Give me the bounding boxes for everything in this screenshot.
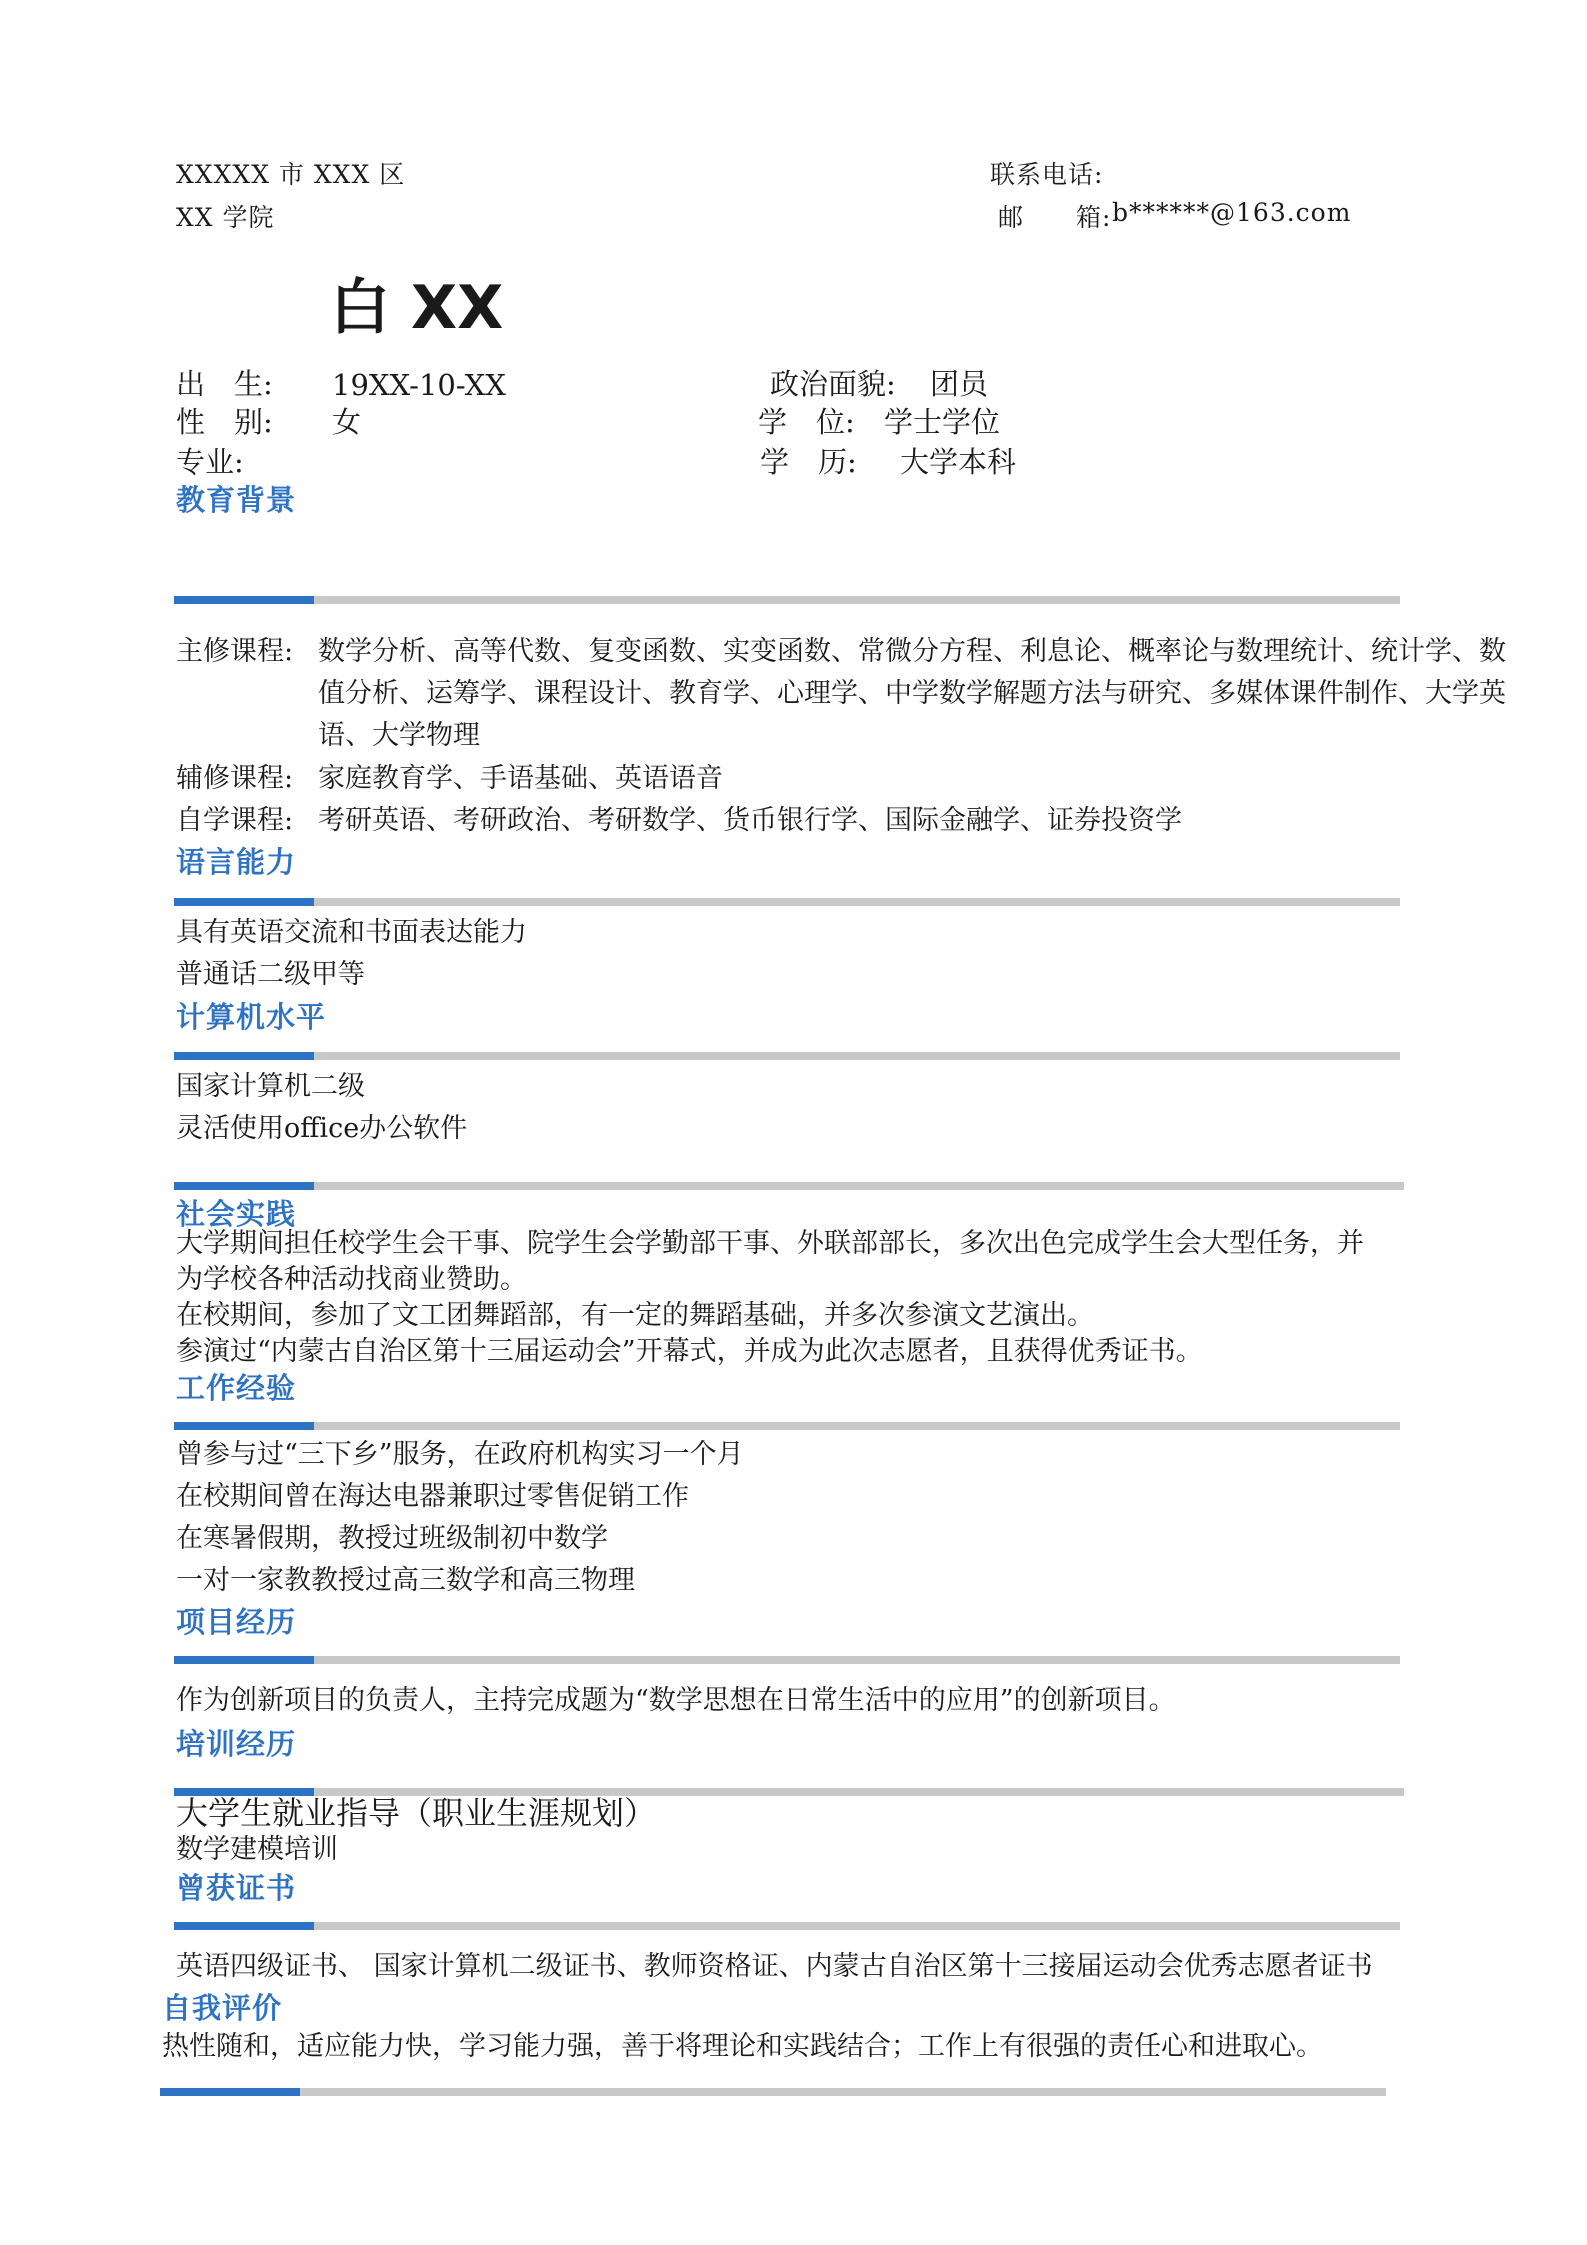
- section-divider: [174, 1656, 1400, 1664]
- phone-label: 联系电话:: [990, 160, 1104, 189]
- divider-accent: [174, 1052, 314, 1060]
- divider-accent: [174, 1182, 314, 1190]
- divider-accent: [174, 1922, 314, 1930]
- minor-courses: 家庭教育学、手语基础、英语语音: [318, 763, 723, 794]
- section-title-work: 工作经验: [176, 1371, 297, 1405]
- email-value[interactable]: b******@163.com: [1112, 198, 1352, 227]
- email-label: 邮 箱:: [998, 203, 1112, 232]
- work-line: 在校期间曾在海达电器兼职过零售促销工作: [176, 1481, 689, 1512]
- work-line: 曾参与过“三下乡”服务，在政府机构实习一个月: [176, 1439, 744, 1470]
- training-line: 数学建模培训: [176, 1834, 338, 1865]
- divider-accent: [174, 1422, 314, 1430]
- gender-value: 女: [332, 405, 362, 439]
- social-line: 在校期间，参加了文工团舞蹈部，有一定的舞蹈基础，并多次参演文艺演出。: [176, 1300, 1094, 1331]
- project-line: 作为创新项目的负责人，主持完成题为“数学思想在日常生活中的应用”的创新项目。: [176, 1685, 1176, 1716]
- section-title-language: 语言能力: [176, 845, 297, 879]
- degree-label: 学 位:: [758, 405, 855, 439]
- self-courses-label: 自学课程:: [176, 805, 294, 836]
- social-line: 大学期间担任校学生会干事、院学生会学勤部干事、外联部部长，多次出色完成学生会大型任务，并: [176, 1228, 1364, 1259]
- divider-accent: [174, 898, 314, 906]
- section-title-education: 教育背景: [176, 483, 297, 517]
- divider-accent: [174, 1656, 314, 1664]
- social-line: 参演过“内蒙古自治区第十三届运动会”开幕式，并成为此次志愿者，且获得优秀证书。: [176, 1336, 1203, 1367]
- certificates-line: 英语四级证书、 国家计算机二级证书、教师资格证、内蒙古自治区第十三接届运动会优秀志愿者证书: [176, 1951, 1373, 1982]
- degree-value: 学士学位: [884, 405, 1001, 439]
- divider-accent: [174, 596, 314, 604]
- major-label: 专业:: [176, 445, 244, 479]
- political-label: 政治面貌:: [770, 367, 896, 401]
- gender-label: 性 别:: [176, 405, 273, 439]
- computer-line: 国家计算机二级: [176, 1071, 365, 1102]
- section-title-project: 项目经历: [176, 1605, 297, 1639]
- language-line: 普通话二级甲等: [176, 959, 365, 990]
- education-label: 学 历:: [760, 445, 857, 479]
- language-line: 具有英语交流和书面表达能力: [176, 917, 527, 948]
- section-title-self-eval: 自我评价: [162, 1991, 283, 2025]
- candidate-name: 白 XX: [330, 273, 504, 343]
- birth-value: 19XX-10-XX: [332, 368, 506, 402]
- section-title-social: 社会实践: [176, 1197, 297, 1231]
- work-line: 在寒暑假期，教授过班级制初中数学: [176, 1523, 608, 1554]
- section-divider: [174, 1182, 1404, 1190]
- section-divider: [160, 2088, 1386, 2096]
- section-divider: [174, 898, 1400, 906]
- social-line: 为学校各种活动找商业赞助。: [176, 1264, 527, 1295]
- section-divider: [174, 1922, 1400, 1930]
- school: XX 学院: [176, 203, 275, 232]
- political-value: 团员: [930, 367, 989, 401]
- section-divider: [174, 596, 1400, 604]
- section-divider: [174, 1052, 1400, 1060]
- main-courses-label: 主修课程:: [176, 636, 294, 667]
- training-line: 大学生就业指导（职业生涯规划）: [176, 1794, 657, 1832]
- section-divider: [174, 1422, 1400, 1430]
- work-line: 一对一家教教授过高三数学和高三物理: [176, 1565, 635, 1596]
- computer-line: 灵活使用office办公软件: [176, 1113, 468, 1144]
- address: XXXXX 市 XXX 区: [176, 160, 406, 189]
- minor-courses-label: 辅修课程:: [176, 763, 294, 794]
- self-courses: 考研英语、考研政治、考研数学、货币银行学、国际金融学、证券投资学: [318, 805, 1182, 836]
- education-value: 大学本科: [900, 445, 1017, 479]
- section-title-training: 培训经历: [176, 1727, 297, 1761]
- section-title-certificates: 曾获证书: [176, 1871, 297, 1905]
- self-eval-line: 热性随和，适应能力快，学习能力强，善于将理论和实践结合；工作上有很强的责任心和进取心。: [162, 2031, 1323, 2062]
- birth-label: 出 生:: [176, 367, 273, 401]
- section-title-computer: 计算机水平: [176, 1000, 327, 1034]
- divider-accent: [160, 2088, 300, 2096]
- main-courses: 数学分析、高等代数、复变函数、实变函数、常微分方程、利息论、概率论与数理统计、统计学、数值分析、运筹学、课程设计、教育学、心理学、中学数学解题方法与研究、多媒体课件制作、大学英语、大学物理: [318, 636, 1506, 751]
